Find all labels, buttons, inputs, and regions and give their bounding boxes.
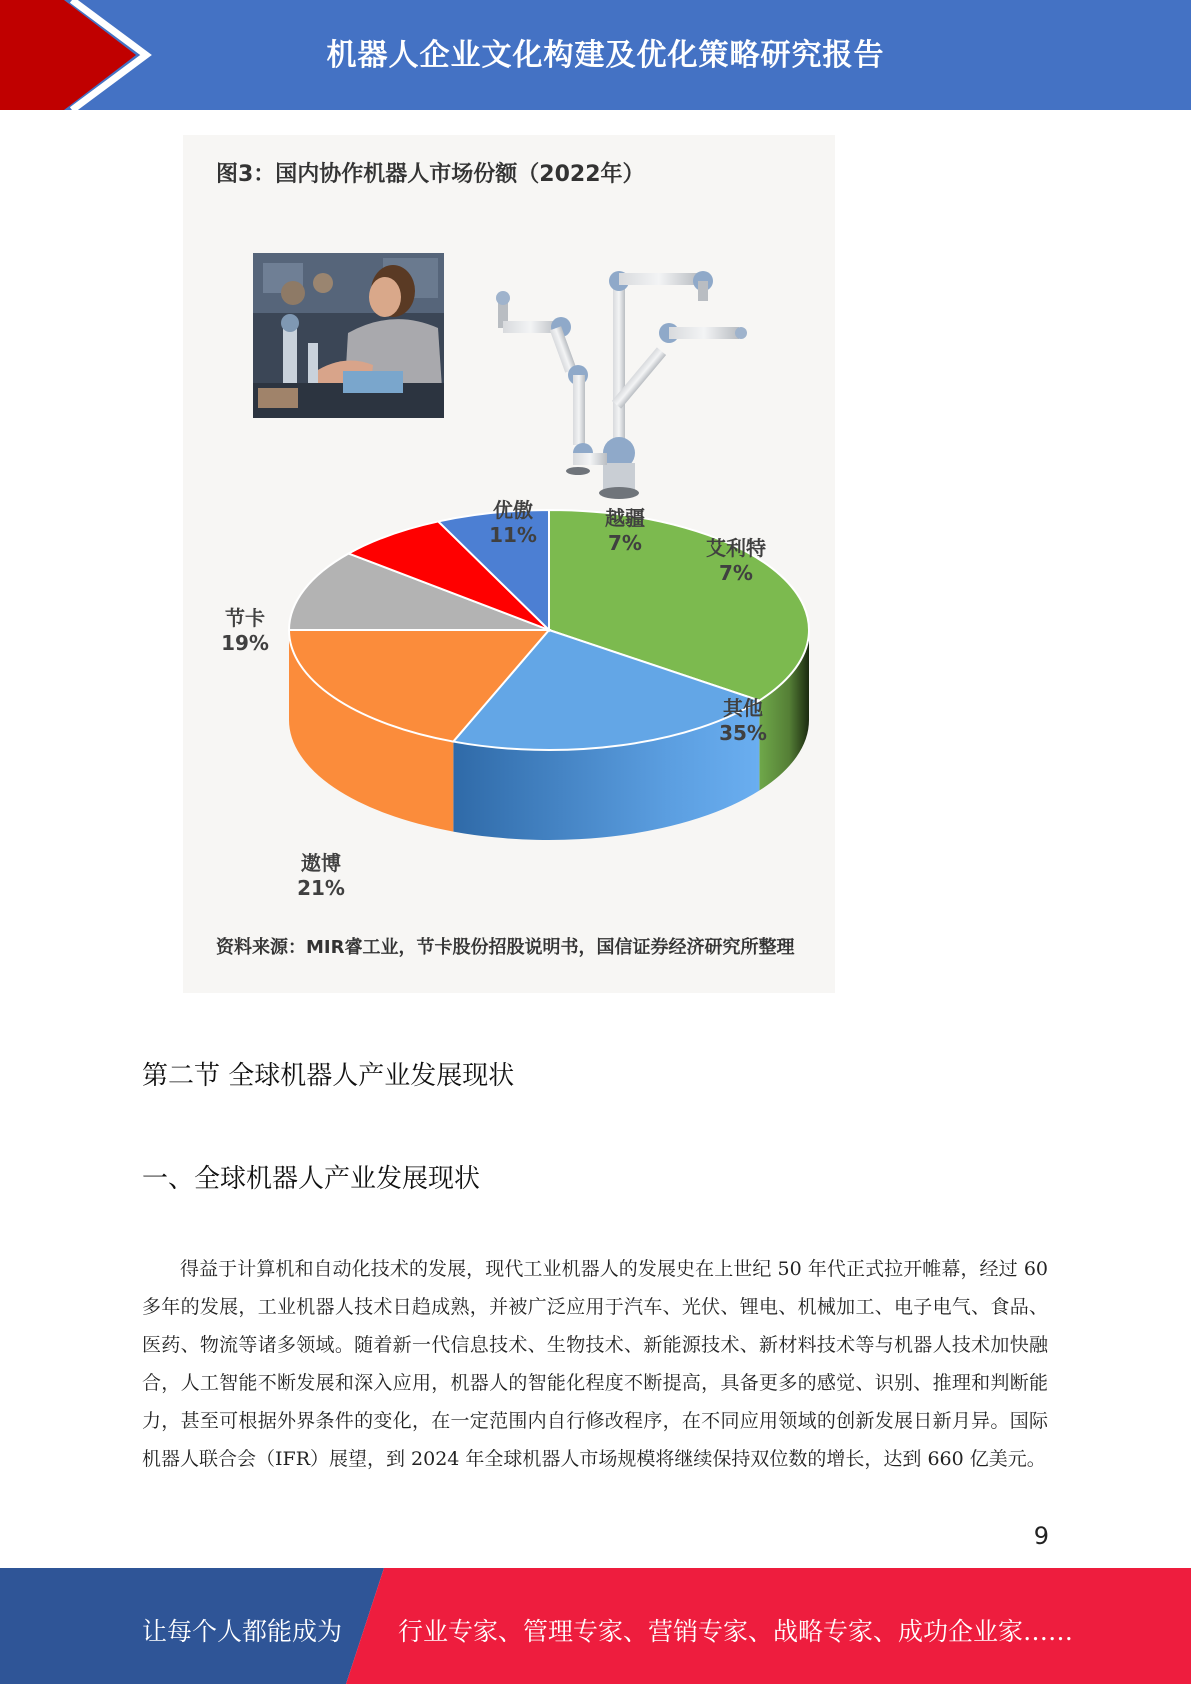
pie-label-name: 其他 — [723, 696, 763, 720]
subsection-heading: 一、全球机器人产业发展现状 — [142, 1164, 481, 1194]
body-paragraph: 得益于计算机和自动化技术的发展，现代工业机器人的发展史在上世纪 50 年代正式拉开帷幕，经过 60 多年的发展，工业机器人技术日趋成熟，并被广泛应用于汽车、光伏、锂电、机械加工、电子电气、食品、医药、物流等诸多领域。随着新一代信息技术、生物技术、新能源技术、新材料技术等与机器人技术加快融合，人工智能不断发展和深入应用，机器人的智能化程度不断提高，具备更多的感觉、识别、推理和判断能力，甚至可根据外界条件的变化，在一定范围内自行修改程序，在不同应用领域的创新发展日新月异。国际机器人联合会（IFR）展望，到 2024 年全球机器人市场规模将继续保持双位数的增长，达到 660 亿美元。 — [142, 1258, 1048, 1470]
report-title: 机器人企业文化构建及优化策略研究报告 — [326, 38, 885, 73]
figure-card — [183, 135, 835, 993]
pie-label-name: 越疆 — [605, 506, 645, 530]
page-header — [0, 0, 1191, 110]
figure-title: 图3：国内协作机器人市场份额（2022年） — [216, 162, 645, 187]
page-number: 9 — [1033, 1522, 1049, 1550]
section-heading: 第二节 全球机器人产业发展现状 — [142, 1061, 515, 1091]
pie-label-name: 优傲 — [493, 498, 533, 522]
market-share-pie-chart — [183, 135, 835, 925]
pie-label-value: 11% — [489, 523, 537, 547]
pie-label-name: 遨博 — [301, 851, 341, 875]
source-note: 资料来源：MIR睿工业，节卡股份招股说明书，国信证券经济研究所整理 — [216, 937, 795, 958]
footer-slogan-left: 让每个人都能成为 — [142, 1617, 343, 1646]
page-footer — [0, 1568, 1191, 1684]
pie-label-value: 35% — [719, 721, 767, 745]
pie-label-name: 艾利特 — [706, 536, 766, 560]
pie-label-value: 7% — [719, 561, 753, 585]
pie-label-value: 21% — [297, 876, 345, 900]
pie-label-value: 7% — [608, 531, 642, 555]
pie-label-name: 节卡 — [225, 606, 265, 630]
footer-slogan-right: 行业专家、管理专家、营销专家、战略专家、成功企业家…… — [398, 1617, 1074, 1646]
pie-label-value: 19% — [221, 631, 269, 655]
